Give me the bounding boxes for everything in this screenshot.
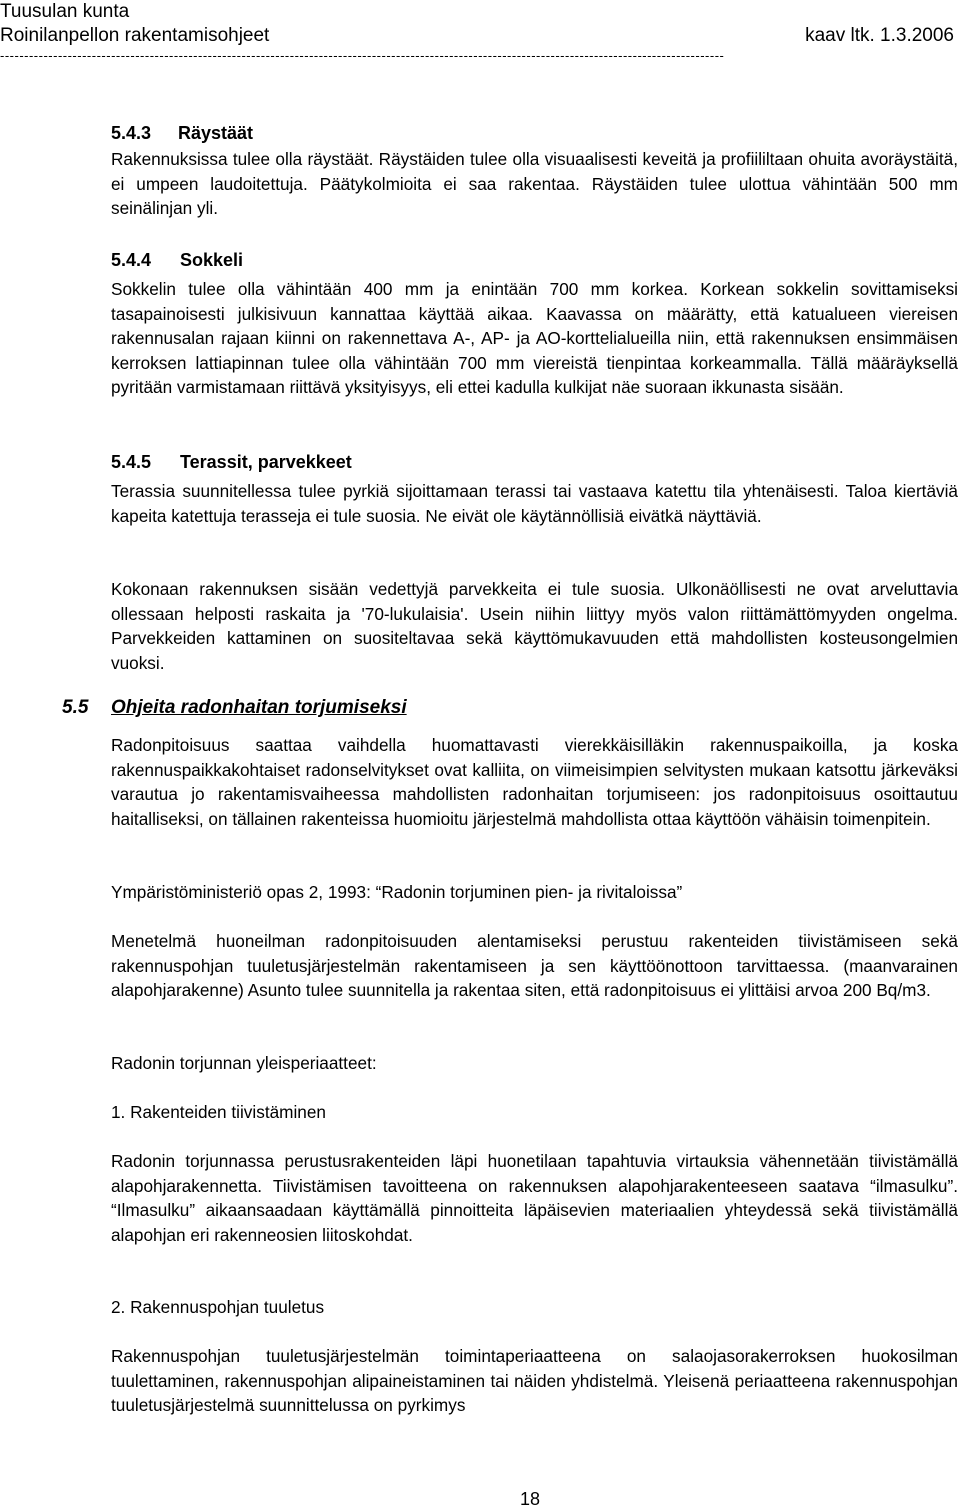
section-number: 5.5: [62, 697, 89, 718]
paragraph-reference-guide: Ympäristöministeriö opas 2, 1993: “Radonin torjuminen pien- ja rivitaloissa”: [111, 882, 683, 902]
document-title: Roinilanpellon rakentamisohjeet: [0, 25, 270, 46]
section-heading-5-5: [62, 697, 407, 719]
paragraph-method: Menetelmä huoneilman radonpitoisuuden alentamiseksi perustuu rakenteiden tiivistämiseen sekä rakennuspohjan tuuletusjärjestelmän rakentamiseen ja sen käyttöönottoon tarvittaessa. (maanvarainen alapohjarakenne) Asunto tulee suunnitella ja rakentaa siten, että radonpitoisuus ei ylittäisi arvoa 200 Bq/m3.: [111, 931, 958, 1000]
paragraph-parvekkeet: Kokonaan rakennuksen sisään vedettyjä parvekkeita ei tule suosia. Ulkonäöllisesti ne ovat arveluttavia ollessaan helposti raskaita ja '70-lukulaisia'. Usein niihin liittyy myös valon riittämättömyyden ongelma. Parvekkeiden kattaminen on suositeltavaa sekä käyttömukavuuden että mahdollisten kosteusongelmien vuoksi.: [111, 579, 958, 673]
section-heading-5-4-5: [111, 451, 352, 473]
list-item-ventilation: 2. Rakennuspohjan tuuletus: [111, 1297, 325, 1317]
section-title: Sokkeli: [180, 250, 244, 270]
section-number: 5.4.3: [111, 123, 152, 143]
section-title: Ohjeita radonhaitan torjumiseksi: [111, 697, 407, 718]
section-title: Räystäät: [178, 123, 254, 143]
section-title: Terassit, parvekkeet: [180, 452, 352, 472]
section-heading-5-4-3: [111, 122, 253, 144]
paragraph-principles-heading: Radonin torjunnan yleisperiaatteet:: [111, 1053, 377, 1073]
paragraph-sealing: Radonin torjunnassa perustusrakenteiden läpi huonetilaan tapahtuvia virtauksia vähennetään tiivistämällä alapohjarakennetta. Tiivistämisen tavoitteena on rakennuksen alapohjarakenteeseen saatava “ilmasulku”. “Ilmasulku” aikaansaadaan käyttämällä pinnoitteita läpäisevien materiaalien yhteydessä sekä tiivistämällä alapohjan eri rakenneosien liitoskohdat.: [111, 1151, 958, 1245]
paragraph-radon-intro: Radonpitoisuus saattaa vaihdella huomattavasti vierekkäisilläkin rakennuspaikoilla, ja koska rakennuspaikkakohtaiset radonselvitykset ovat kalliita, on viimeisimpien selvitysten mukaan katsottu järkeväksi varautua jo rakentamisvaiheessa mahdollisten radonhaitan torjumiseen: jos radonpitoisuus osoittautuu haitalliseksi, on tällainen rakenteissa huomioitu järjestelmä mahdollista ottaa käyttöön vähäisin toimenpitein.: [111, 735, 958, 829]
plan-reference: kaav ltk. 1.3.2006: [805, 25, 954, 46]
header-separator: ------------------------------------------------------------------------------------------------------------------------------------------------------: [0, 48, 725, 63]
paragraph-raystaat: Rakennuksissa tulee olla räystäät. Räystäiden tulee olla visuaalisesti keveitä ja profiililtaan ohuita avoräystäitä, ei umpeen laudoitettuja. Päätykolmioita ei saa rakentaa. Räystäiden tulee ulottua vähintään 500 mm seinälinjan yli.: [111, 149, 958, 218]
section-number: 5.4.5: [111, 452, 152, 472]
paragraph-sokkeli: Sokkelin tulee olla vähintään 400 mm ja enintään 700 mm korkea. Korkean sokkelin sovittamiseksi tasapainoisesti julkisivuun kannattaa käyttää aikaa. Kaavassa on määrätty, että katualueen viereisen rakennusalan rajaan kiinni on rakennettava A-, AP- ja AO-korttelialueilla niin, että rakennuksen ensimmäisen kerroksen lattiapinnan tulee olla vähintään 700 mm viereistä tienpintaa korkeammalla. Tällä määräyksellä pyritään varmistamaan riittävä yksityisyys, eli ettei kadulla kulkijat näe suoraan ikkunasta sisään.: [111, 279, 958, 397]
page-number: 18: [519, 1489, 541, 1509]
paragraph-ventilation: Rakennuspohjan tuuletusjärjestelmän toimintaperiaatteena on salaojasorakerroksen huokosilman tuulettaminen, rakennuspohjan alipaineistaminen tai näiden yhdistelmä. Yleisenä periaatteena rakennuspohjan tuuletusjärjestelmä suunnittelussa on pyrkimys: [111, 1346, 958, 1415]
section-number: 5.4.4: [111, 250, 152, 270]
paragraph-terassit: Terassia suunnitellessa tulee pyrkiä sijoittamaan terassi tai vastaava katettu tila yhtenäisesti. Taloa kiertäviä kapeita katettuja terasseja ei tule suosia. Ne eivät ole käytännöllisiä eivätkä näyttäviä.: [111, 481, 958, 526]
list-item-sealing: 1. Rakenteiden tiivistäminen: [111, 1102, 326, 1122]
section-heading-5-4-4: [111, 249, 243, 271]
organization-name: Tuusulan kunta: [0, 1, 130, 22]
